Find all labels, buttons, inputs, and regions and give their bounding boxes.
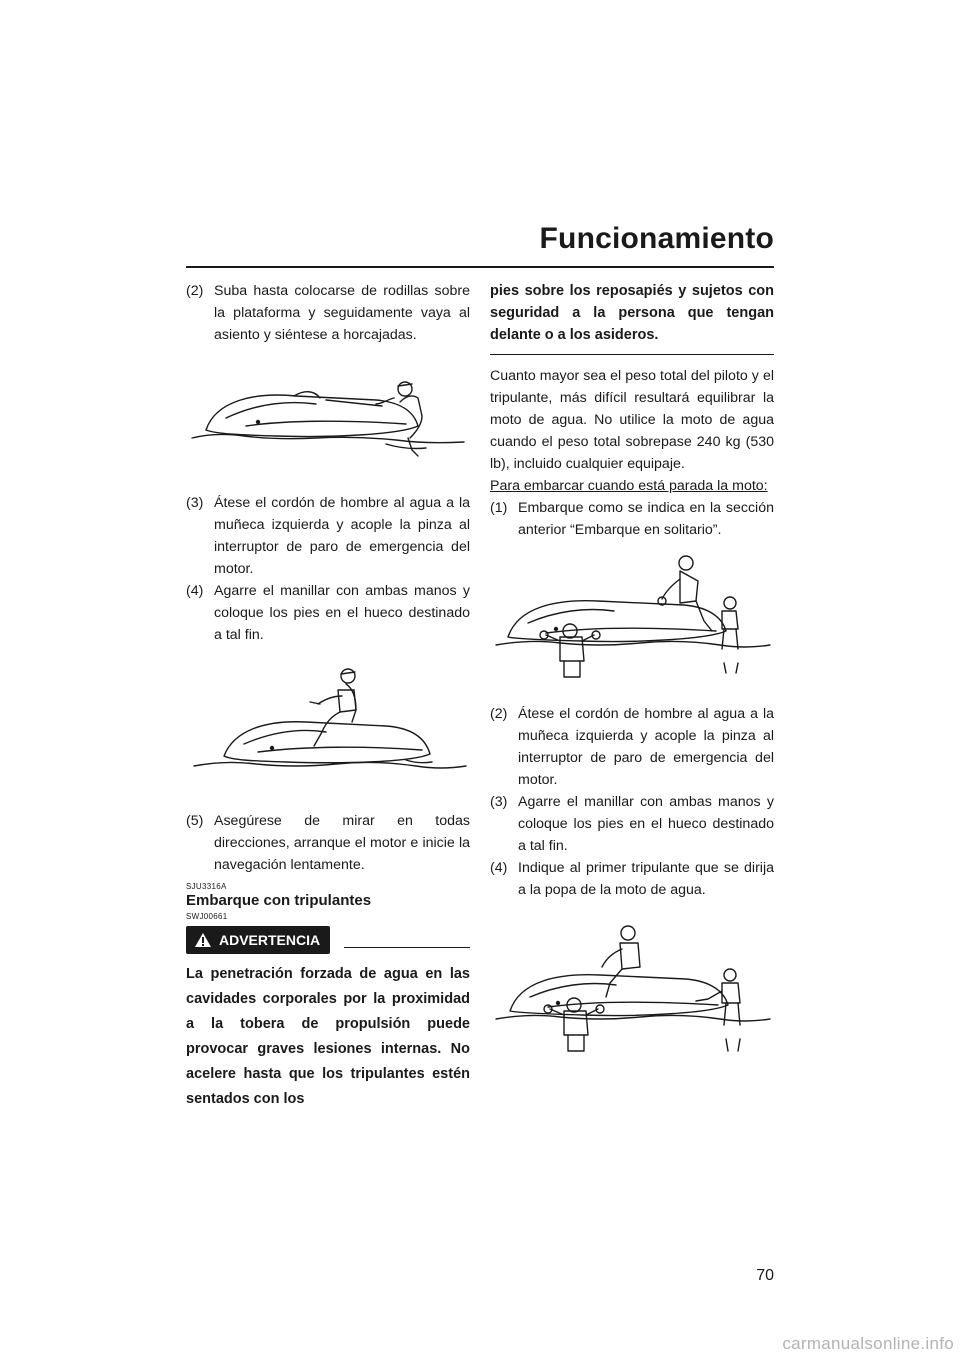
warning-label: ADVERTENCIA: [219, 932, 321, 948]
step-1-right: [490, 497, 774, 541]
warning-text-continued: pies sobre los reposapiés y sujetos con seguridad a la persona que tengan delante o a los asideros.: [490, 283, 774, 343]
step-4-right: [490, 857, 774, 901]
title-divider: [186, 266, 774, 268]
section-code: SJU3316A: [186, 882, 227, 891]
warning-text: La penetración forzada de agua en las cavidades corporales por la proximidad a la tobera de propulsión puede provocar graves lesiones internas. No acelere hasta que los tripulantes estén sentados con los: [186, 966, 470, 1107]
warning-rule: [344, 947, 470, 948]
step-2-right: [490, 703, 774, 791]
watermark: carmanualsonline.info: [782, 1334, 954, 1353]
warning-header: [186, 926, 470, 954]
page-title: Funcionamiento: [539, 222, 774, 255]
subheading: Para embarcar cuando está parada la moto:: [490, 478, 768, 494]
step-number: (3): [490, 794, 508, 810]
step-text: Embarque como se indica en la sección anterior “Embarque en solitario”.: [518, 500, 774, 538]
left-column: [186, 280, 470, 1112]
right-column: [490, 280, 774, 1069]
section-heading: Embarque con tripulantes: [186, 892, 372, 909]
step-text: Agarre el manillar con ambas manos y coloque los pies en el hueco destinado a tal fin.: [214, 583, 470, 643]
figure-rider-seated: [186, 660, 470, 796]
step-text: Suba hasta colocarse de rodillas sobre la plataforma y seguidamente vaya al asiento y siéntese a horcajadas.: [214, 283, 470, 343]
step-3-right: [490, 791, 774, 857]
figure-passenger-stern: [490, 919, 774, 1069]
figure-boarding-kneel: [186, 360, 470, 478]
step-2-left: [186, 280, 470, 346]
step-4-left: [186, 580, 470, 646]
step-number: (4): [490, 860, 508, 876]
weight-paragraph: Cuanto mayor sea el peso total del piloto y el tripulante, más difícil resultará equilibrar la moto de agua. No utilice la moto de agua cuando el peso total sobrepase 240 kg (530 lb), incluido cualquier equipaje.: [490, 368, 774, 472]
warning-badge: [186, 926, 330, 954]
step-text: Asegúrese de mirar en todas direcciones, arranque el motor e inicie la navegación lentamente.: [214, 813, 470, 873]
step-text: Agarre el manillar con ambas manos y coloque los pies en el hueco destinado a tal fin.: [518, 794, 774, 854]
figure-boarding-passenger: [490, 551, 774, 691]
step-number: (2): [186, 283, 204, 299]
step-number: (5): [186, 813, 204, 829]
step-text: Átese el cordón de hombre al agua a la muñeca izquierda y acople la pinza al interruptor de paro de emergencia del motor.: [214, 495, 470, 577]
step-3-left: [186, 492, 470, 580]
step-number: (4): [186, 583, 204, 599]
warning-triangle-icon: [194, 932, 212, 948]
step-5-left: [186, 810, 470, 876]
step-number: (3): [186, 495, 204, 511]
warning-code: SWJ00661: [186, 912, 228, 921]
warning-end-rule: [490, 354, 774, 355]
page-number: 70: [756, 1267, 774, 1284]
step-number: (1): [490, 500, 508, 516]
step-text: Indique al primer tripulante que se dirija a la popa de la moto de agua.: [518, 860, 774, 898]
step-text: Átese el cordón de hombre al agua a la muñeca izquierda y acople la pinza al interruptor de paro de emergencia del motor.: [518, 706, 774, 788]
step-number: (2): [490, 706, 508, 722]
